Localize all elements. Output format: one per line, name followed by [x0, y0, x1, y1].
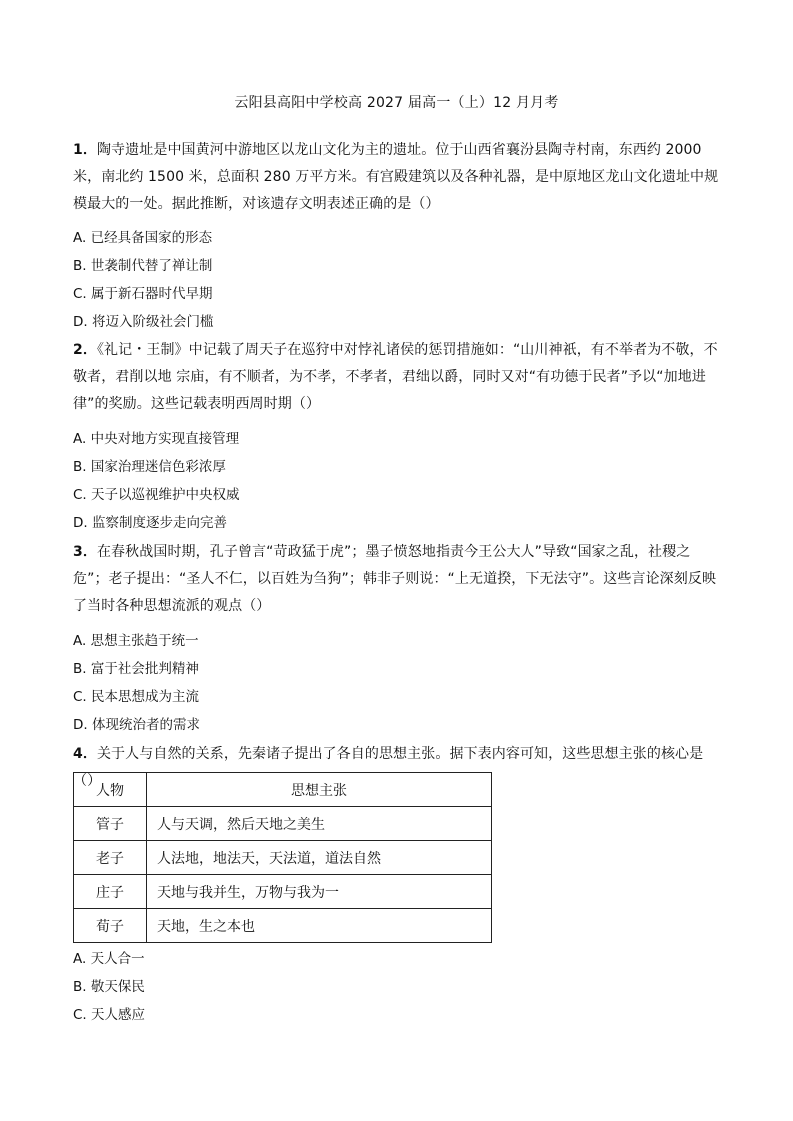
question-1-option-d[interactable]: D. 将迈入阶级社会门槛	[73, 314, 214, 330]
question-3-option-a[interactable]: A. 思想主张趋于统一	[73, 633, 199, 649]
question-text: 陶寺遗址是中国黄河中游地区以龙山文化为主的遗址。位于山西省襄汾县陶寺村南，东西约 2000 米，南北约 1500 米，总面积 280 万平方米。有宫殿建筑以及各种礼器，是中原地区龙山文化遗址中规模最大的一处。据此推断，对该遗存文明表述正确的是（）	[73, 142, 719, 212]
table-cell: 人与天调，然后天地之美生	[147, 807, 492, 841]
table-row	[74, 807, 492, 841]
question-number: 4．	[73, 746, 97, 762]
table-cell: 天地与我并生，万物与我为一	[147, 875, 492, 909]
question-2-option-d[interactable]: D. 监察制度逐步走向完善	[73, 515, 227, 531]
question-1-option-a[interactable]: A. 已经具备国家的形态	[73, 230, 213, 246]
question-2	[73, 337, 721, 418]
question-4-option-a[interactable]: A. 天人合一	[73, 951, 145, 967]
question-text: 在春秋战国时期，孔子曾言“苛政猛于虎”；墨子愤怒地指责今王公大人”导致“国家之乱，社稷之危”；老子提出：“圣人不仁，以百姓为刍狗”；韩非子则说：“上无道揆，下无法守”。这些言论深刻反映了当时各种思想流派的观点（）	[73, 544, 717, 614]
table-row	[74, 841, 492, 875]
table-cell: 荀子	[74, 909, 147, 943]
table-cell: 人法地，地法天，天法道，道法自然	[147, 841, 492, 875]
question-2-option-b[interactable]: B. 国家治理迷信色彩浓厚	[73, 459, 226, 475]
question-3	[73, 539, 721, 620]
table-header-cell: 人物	[74, 773, 147, 807]
table-row	[74, 909, 492, 943]
table-cell: 天地，生之本也	[147, 909, 492, 943]
table-cell: 管子	[74, 807, 147, 841]
table-cell: 老子	[74, 841, 147, 875]
thinkers-table	[73, 772, 492, 943]
question-number: 3．	[73, 544, 97, 560]
table-header-cell: 思想主张	[147, 773, 492, 807]
question-4-option-c[interactable]: C. 天人感应	[73, 1007, 146, 1023]
table-cell: 庄子	[74, 875, 147, 909]
question-number: 2．	[73, 342, 97, 358]
table-header-row	[74, 773, 492, 807]
question-1-option-b[interactable]: B. 世袭制代替了禅让制	[73, 258, 213, 274]
page-title: 云阳县高阳中学校高 2027 届高一（上）12 月月考	[234, 95, 559, 111]
question-2-option-c[interactable]: C. 天子以巡视维护中央权威	[73, 487, 240, 503]
question-text: 《礼记・王制》中记载了周天子在巡狩中对悖礼诸侯的惩罚措施如：“山川神祇，有不举者为不敬，不敬者，君削以地 宗庙，有不顺者，为不孝，不孝者，君绌以爵，同时又对“有功德于民者”予以“加地进律”的奖励。这些记载表明西周时期（）	[73, 342, 718, 412]
question-1-option-c[interactable]: C. 属于新石器时代早期	[73, 286, 213, 302]
question-number: 1．	[73, 142, 97, 158]
question-text: 关于人与自然的关系，先秦诸子提出了各自的思想主张。据下表内容可知，这些思想主张的核心是（）	[73, 746, 704, 789]
question-4-option-b[interactable]: B. 敬天保民	[73, 979, 145, 995]
question-3-option-b[interactable]: B. 富于社会批判精神	[73, 661, 199, 677]
question-3-option-c[interactable]: C. 民本思想成为主流	[73, 689, 200, 705]
table-row	[74, 875, 492, 909]
question-2-option-a[interactable]: A. 中央对地方实现直接管理	[73, 431, 240, 447]
question-3-option-d[interactable]: D. 体现统治者的需求	[73, 717, 200, 733]
question-1	[73, 137, 721, 218]
